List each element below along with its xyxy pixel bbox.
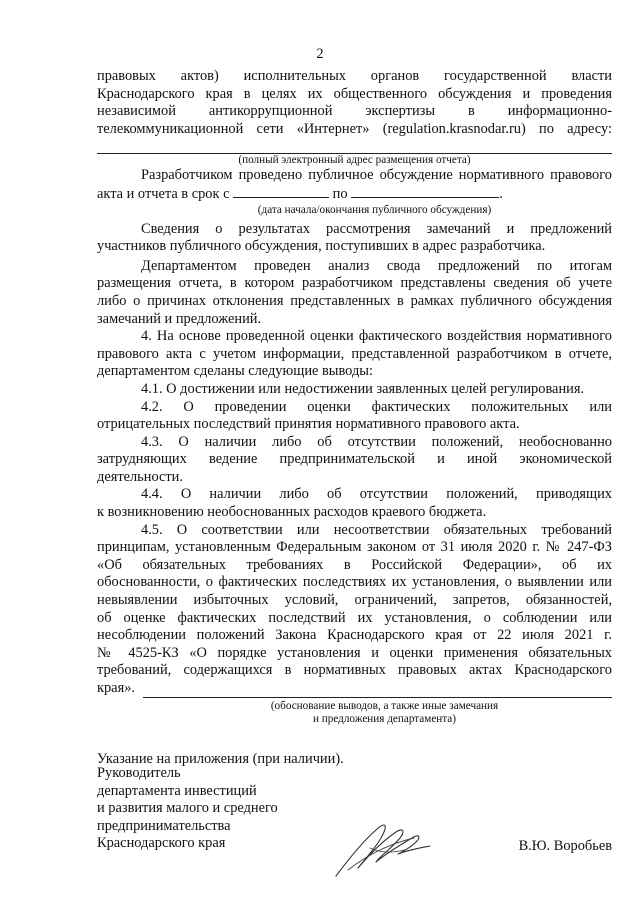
handwritten-signature [318,808,448,888]
dates-caption: (дата начала/окончания публичного обсуждения) [257,203,492,216]
discussion-dates [97,185,612,204]
end-date-blank [351,185,499,198]
justification-caption: (обоснование выводов, а также иные замечания [270,699,499,712]
info-line: участников публичного обсуждения, поступивших в адрес разработчика. [97,238,546,255]
dept-line: Департаментом проведен анализ свода предложений по итогам [141,257,612,274]
discussion-line: Разработчиком проведено публичное обсуждение нормативного правового [141,167,612,184]
item-4-5-last-line [97,680,612,698]
justification-blank [143,685,612,698]
conclusions-line: правового акта с учетом информации, представленной разработчиком в отчете, [97,345,612,362]
document-body [97,68,612,768]
signatory-title-line: Руководитель [97,765,181,781]
justification-caption: и предложения департамента) [312,712,457,725]
discussion-prefix: акта и отчета в срок с [97,185,230,202]
intro-line: правовых актов) исполнительных органов государственной власти [97,68,612,84]
discussion-middle: по [332,185,348,202]
intro-line: телекоммуникационной сети «Интернет» (regulation.krasnodar.ru) по адресу: [97,120,612,137]
signatory-name: В.Ю. Воробьев [518,838,612,854]
item-4-5-line: обоснованности, о фактических последствиях их установления, о выявлении или [97,574,612,591]
item-4-5-line: об оценке фактических последствий их установления, о соблюдении или [97,609,612,626]
item-4-5-line: № 4525-КЗ «О порядке установления и оценки применения обязательных [97,644,612,661]
discussion-end: . [499,185,503,202]
page-number: 2 [316,46,324,62]
item-4-4-line: к возникновению необоснованных расходов краевого бюджета. [97,504,487,521]
start-date-blank [233,185,329,198]
item-4-4-line: 4.4. О наличии либо об отсутствии положений, приводящих [141,486,612,503]
item-4-5-end: края». [97,680,135,696]
item-4-5-line: требований, содержащихся в нормативных правовых актах Краснодарского [97,662,612,679]
address-blank-line [97,138,612,154]
conclusions-line: 4. На основе проведенной оценки фактического воздействия нормативного [141,328,612,345]
signatory-title-line: Краснодарского края [97,835,226,852]
item-4-3-line: затрудняющих ведение предпринимательской и иной экономической [97,451,612,468]
item-4-5-line: принципам, установленным Федеральным законом от 31 июля 2020 г. № 247-ФЗ [97,539,612,556]
dept-line: размещения отчета, в котором разработчиком представлены сведения об учете [97,275,612,292]
attachments-note: Указание на приложения (при наличии). [97,750,344,767]
item-4-1: 4.1. О достижении или недостижении заявленных целей регулирования. [141,380,585,397]
item-4-3-line: деятельности. [97,468,183,485]
dept-line: либо о причинах отклонения представленных в рамках публичного обсуждения [97,292,612,309]
item-4-2-line: отрицательных последствий принятия нормативного правового акта. [97,416,520,433]
signatory-title-line: предпринимательства [97,817,231,834]
item-4-5-line: несоблюдении положений Закона Краснодарского края от 22 июля 2021 г. [97,627,612,644]
conclusions-line: департаментом сделаны следующие выводы: [97,363,373,380]
item-4-5-line: 4.5. О соответствии или несоответствии обязательных требований [141,521,612,538]
intro-line: Краснодарского края в целях их общественного обсуждения и проведения [97,85,612,102]
item-4-3-line: 4.3. О наличии либо об отсутствии положений, необоснованно [141,433,612,450]
intro-line: независимой антикоррупционной экспертизы в информационно- [97,103,612,120]
item-4-5-line: «Об обязательных требованиях в Российской Федерации», об их [97,556,612,573]
signatory-title-line: и развития малого и среднего [97,800,278,817]
item-4-5-line: невыявлении избыточных условий, ограничений, запретов, обязанностей, [97,592,612,609]
item-4-2-line: 4.2. О проведении оценки фактических положительных или [141,398,612,415]
dept-line: замечаний и предложений. [97,310,262,327]
signatory-title-line: департамента инвестиций [97,782,257,799]
info-line: Сведения о результатах рассмотрения замечаний и предложений [141,220,612,237]
address-caption: (полный электронный адрес размещения отчета) [238,154,471,167]
